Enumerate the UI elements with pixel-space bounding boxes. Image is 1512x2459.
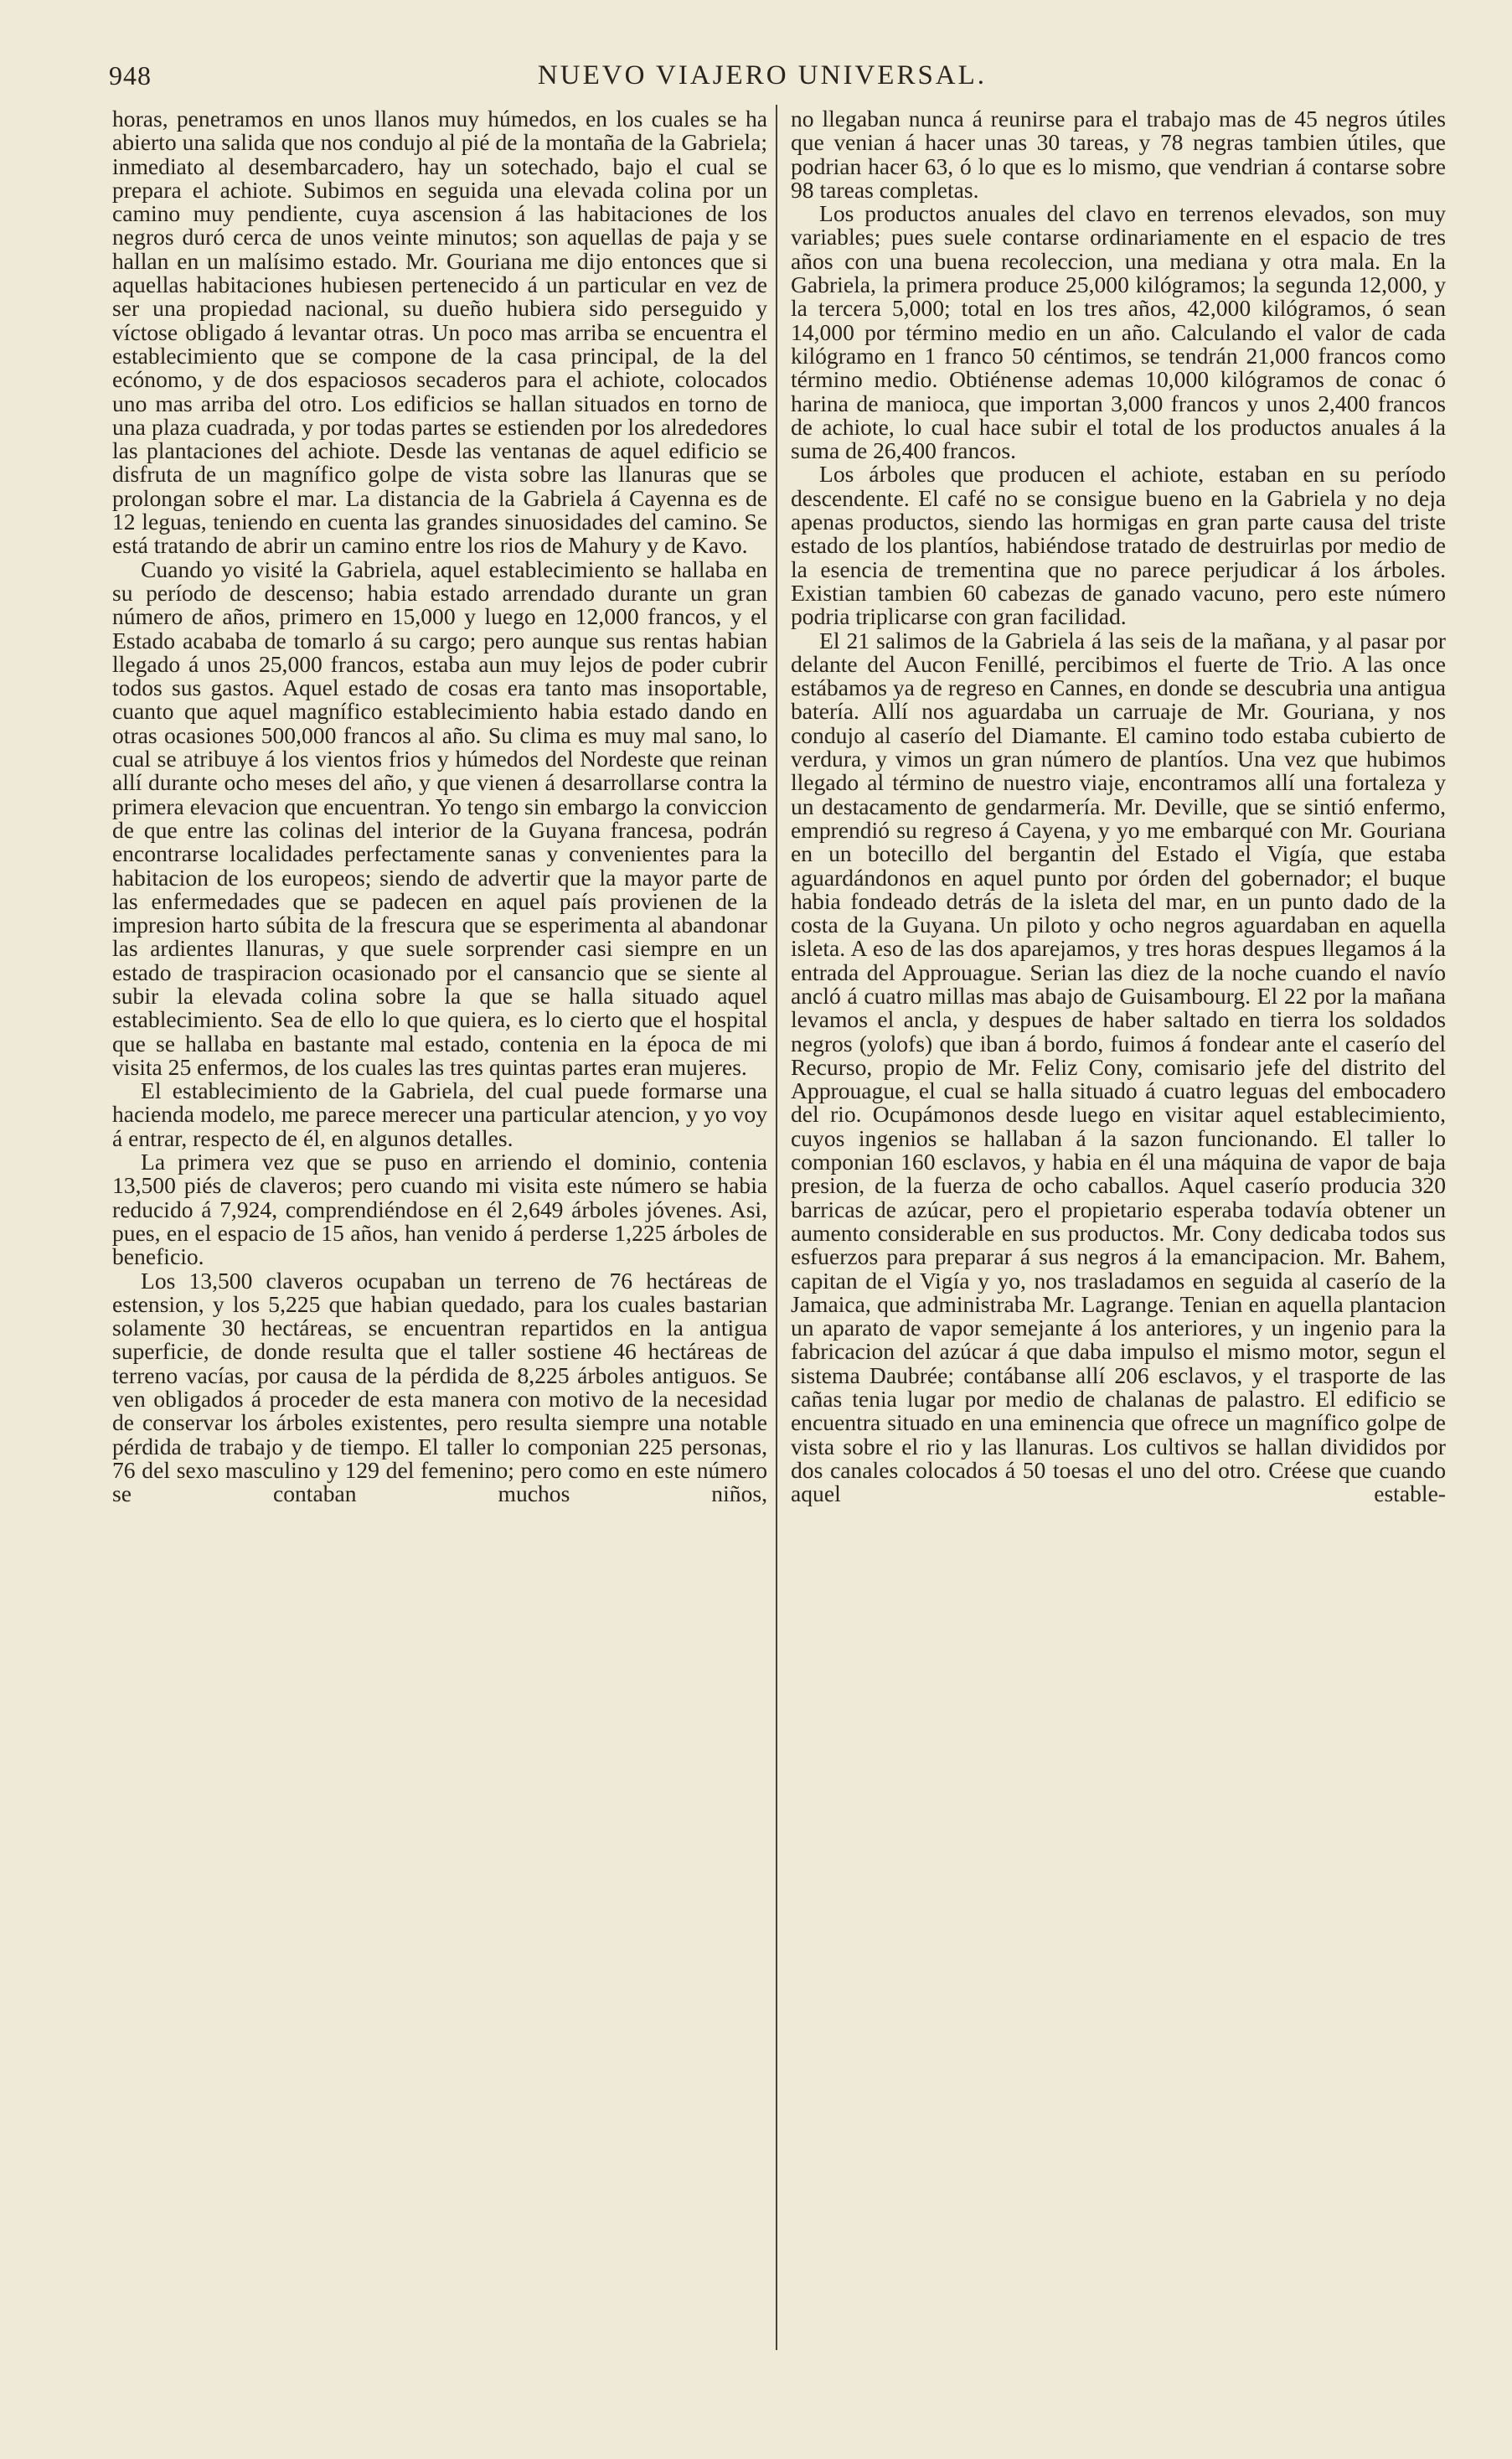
paragraph: no llegaban nunca á reunirse para el trabajo mas de 45 negros útiles que venian á hacer unas 30 tareas, y 78 negras tambien útiles, que podrian hacer 63, ó lo que es lo mismo, que vendrian á contarse sobre 98 tareas completas. xyxy=(791,107,1446,203)
paragraph: horas, penetramos en unos llanos muy húmedos, en los cuales se ha abierto una salida que nos condujo al pié de la montaña de la Gabriela; inmediato al desembarcadero, hay un sotechado, bajo el cual se prepara el achiote. Subimos en seguida una elevada colina por un camino muy pendiente, cuya ascension á las habitaciones de los negros duró cerca de unos veinte minutos; son aquellas de paja y se hallan en un malísimo estado. Mr. Gouriana me dijo entonces que si aquellas habitaciones hubiesen pertenecido á un particular en vez de ser una propiedad nacional, su dueño hubiera sido perseguido y víctose obligado á levantar otras. Un poco mas arriba se encuentra el establecimiento que se compone de la casa principal, de la del ecónomo, y de dos espaciosos secaderos para el achiote, colocados uno mas arriba del otro. Los edificios se hallan situados en torno de una plaza cuadrada, y por todas partes se estienden por los alrededores las plantaciones del achiote. Desde las ventanas de aquel edificio se disfruta de un magnífico golpe de vista sobre las llanuras que se prolongan sobre el mar. La distancia de la Gabriela á Cayenna es de 12 leguas, teniendo en cuenta las grandes sinuosidades del camino. Se está tratando de abrir un camino entre los rios de Mahury y de Kavo. xyxy=(112,107,767,559)
running-title: NUEVO VIAJERO UNIVERSAL. xyxy=(537,60,988,90)
paragraph: La primera vez que se puso en arriendo el dominio, contenia 13,500 piés de claveros; pero cuando mi visita este número se habia reducido á 7,924, comprendiéndose en él 2,649 árboles jóvenes. Asi, pues, en el espacio de 15 años, han venido á perderse 1,225 árboles de beneficio. xyxy=(112,1149,767,1270)
column-rule xyxy=(776,105,777,2350)
page-header xyxy=(109,60,1416,104)
paragraph: El 21 salimos de la Gabriela á las seis de la mañana, y al pasar por delante del Aucon Fenillé, percibimos el fuerte de Trio. A las once estábamos ya de regreso en Cannes, en donde se descubria una antigua batería. Allí nos aguardaba un carruaje de Mr. Gouriana, y nos condujo al caserío del Diamante. El camino todo estaba cubierto de verdura, y vimos un gran número de plantíos. Una vez que hubimos llegado al término de nuestro viaje, encontramos allí una fortaleza y un destacamento de gendarmería. Mr. Deville, que se sintió enfermo, emprendió su regreso á Cayena, y yo me embarqué con Mr. Gouriana en un botecillo del bergantin del Estado el Vigía, que estaba aguardándonos en aquel punto por órden del gobernador; el buque habia fondeado detrás de la isleta del mar, en un punto dado de la costa de la Guyana. Un piloto y ocho negros aguardaban en aquella isleta. A eso de las dos aparejamos, y tres horas despues llegamos á la entrada del Approuague. Serian las diez de la noche cuando el navío ancló á cuatro millas mas abajo de Guisambourg. El 22 por la mañana levamos el ancla, y despues de haber saltado en tierra los soldados negros (yolofs) que iban á bordo, fuimos á fondear ante el caserío del Recurso, propio de Mr. Feliz Cony, comisario jefe del distrito del Approuague, el cual se halla situado á cuatro leguas del embocadero del rio. Ocupámonos desde luego en visitar aquel establecimiento, cuyos ingenios se hallaban á la sazon funcionando. El taller lo componian 160 esclavos, y habia en él una máquina de vapor de baja presion, de la fuerza de ocho caballos. Aquel caserío producia 320 barricas de azúcar, pero el propietario esperaba todavía obtener un aumento considerable en sus productos. Mr. Cony dedicaba todos sus esfuerzos para preparar á sus negros á la emancipacion. Mr. Bahem, capitan de el Vigía y yo, nos trasladamos en seguida al caserío de la Jamaica, que administraba Mr. Lagrange. Tenian en aquella plantacion un aparato de vapor semejante á los anteriores, y un ingenio para la fabricacion del azúcar á que daba impulso el mismo motor, segun el sistema Daubrée; contábanse allí 206 esclavos, y el trasporte de las cañas tenia lugar por medio de chalanas de palastro. El edificio se encuentra situado en una eminencia que ofrece un magnífico golpe de vista sobre el rio y las llanuras. Los cultivos se hallan divididos por dos canales colocados á 50 toesas el uno del otro. Créese que cuando aquel estable- xyxy=(791,627,1446,1507)
paragraph: Los 13,500 claveros ocupaban un terreno de 76 hectáreas de estension, y los 5,225 que habian quedado, para los cuales bastarian solamente 30 hectáreas, se encuentran repartidos en la antigua superficie, de donde resulta que el taller sostiene 46 hectáreas de terreno vacías, por causa de la pérdida de 8,225 árboles antiguos. Se ven obligados á proceder de esta manera con motivo de la necesidad de conservar los árboles existentes, pero resulta siempre una notable pérdida de trabajo y de tiempo. El taller lo componian 225 personas, 76 del sexo masculino y 129 del femenino; pero como en este número se contaban muchos niños, xyxy=(112,1267,767,1507)
page-number: 948 xyxy=(109,60,152,90)
paragraph: El establecimiento de la Gabriela, del cual puede formarse una hacienda modelo, me parece merecer una particular atencion, y yo voy á entrar, respecto de él, en algunos detalles. xyxy=(112,1077,767,1151)
right-column xyxy=(791,107,1446,2428)
paragraph: Los productos anuales del clavo en terrenos elevados, son muy variables; pues suele contarse ordinariamente en el espacio de tres años con una buena recoleccion, una mediana y otra mala. En la Gabriela, la primera produce 25,000 kilógramos; la segunda 12,000, y la tercera 5,000; total en los tres años, 42,000 kilógramos, ó sean 14,000 por término medio en un año. Calculando el valor de cada kilógramo en 1 franco 50 céntimos, se tendrán 21,000 francos como término medio. Obtiénense ademas 10,000 kilógramos de conac ó harina de manioca, que importan 3,000 francos y unos 2,400 francos de achiote, lo cual hace subir el total de los productos anuales á la suma de 26,400 francos. xyxy=(791,200,1446,464)
paragraph: Cuando yo visité la Gabriela, aquel establecimiento se hallaba en su período de descenso; habia estado arrendado durante un gran número de años, primero en 15,000 y luego en 12,000 francos, y el Estado acababa de tomarlo á su cargo; pero aunque sus rentas habian llegado á unos 25,000 francos, estaba aun muy lejos de poder cubrir todos sus gastos. Aquel estado de cosas era tanto mas insoportable, cuanto que aquel magnífico establecimiento habia estado dando en otras ocasiones 500,000 francos al año. Su clima es muy mal sano, lo cual se atribuye á los vientos frios y húmedos del Nordeste que reinan allí durante ocho meses del año, y que vienen á desarrollarse contra la primera elevacion que encuentran. Yo tengo sin embargo la conviccion de que entre las colinas del interior de la Guyana francesa, podrán encontrarse localidades perfectamente sanas y convenientes para la habitacion de los europeos; siendo de advertir que la mayor parte de las enfermedades que se padecen en aquel país provienen de la impresion harto súbita de la frescura que se esperimenta al abandonar las ardientes llanuras, y que suele sorprender casi siempre en un estado de traspiracion ocasionado por el cansancio que se siente al subir la elevada colina sobre la que se halla situado aquel establecimiento. Sea de ello lo que quiera, es lo cierto que el hospital que se hallaba en bastante mal estado, contenia en la época de mi visita 25 enfermos, de los cuales las tres quintas partes eran mujeres. xyxy=(112,555,767,1080)
left-column xyxy=(112,107,767,2428)
paragraph: Los árboles que producen el achiote, estaban en su período descendente. El café no se consigue bueno en la Gabriela y no deja apenas productos, siendo las hormigas en gran parte causa del triste estado de los plantíos, habiéndose tratado de destruirlas por medio de la esencia de trementina que no parece perjudicar á los árboles. Existian tambien 60 cabezas de ganado vacuno, pero este número podria triplicarse con gran facilidad. xyxy=(791,461,1446,630)
